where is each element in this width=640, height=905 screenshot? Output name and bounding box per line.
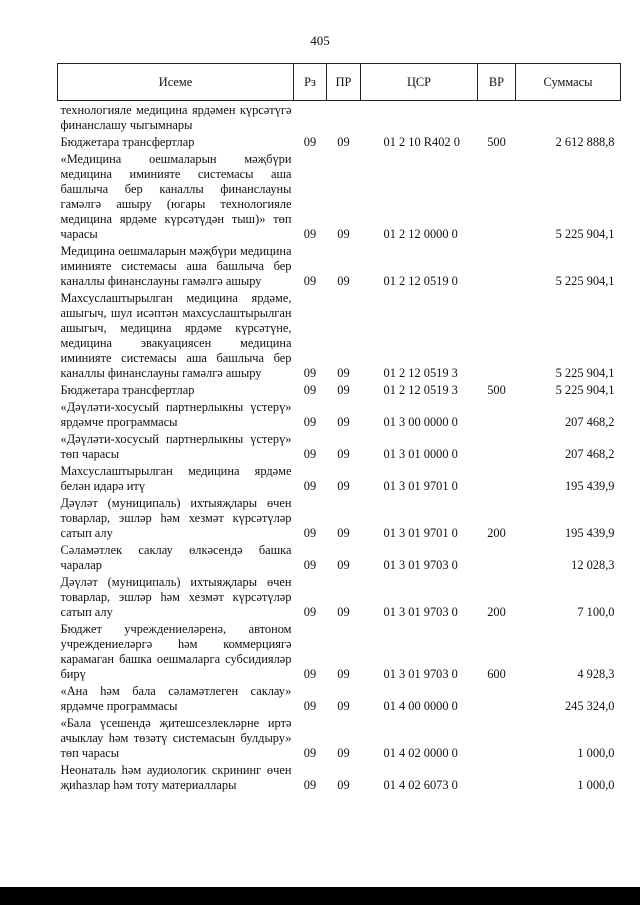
cell-sum: 195 439,9	[564, 526, 615, 540]
cell-rz: 09	[303, 383, 317, 397]
table-row	[58, 621, 621, 683]
header-vr: ВР	[478, 64, 516, 101]
table-row	[58, 399, 621, 431]
cell-pr: 09	[337, 383, 350, 397]
cell-rz: 09	[303, 366, 317, 380]
cell-sum: 5 225 904,1	[555, 383, 615, 397]
cell-sum: 207 468,2	[564, 447, 615, 461]
cell-csr: 01 3 01 9701 0	[383, 479, 458, 493]
table-row	[58, 151, 621, 243]
cell-pr: 09	[337, 274, 350, 288]
cell-rz: 09	[303, 447, 317, 461]
table-header-row	[58, 64, 621, 101]
table-row	[58, 542, 621, 574]
cell-pr: 09	[337, 667, 350, 681]
cell-vr	[478, 290, 516, 382]
cell-vr: 500	[487, 135, 506, 149]
cell-sum: 245 324,0	[564, 699, 615, 713]
cell-name: «Медицина оешмаларын мәҗбүри медицина иминияте системасы аша башлыча бер каналлы финанслауны гамәлгә ашыру (югары технологияле медицина ярдәме күрсәтүдән тыш)» төп чарасы	[60, 152, 292, 241]
cell-sum: 12 028,3	[571, 558, 615, 572]
cell-csr: 01 2 10 R402 0	[383, 135, 460, 149]
page-number: 405	[310, 33, 330, 48]
cell-vr	[478, 243, 516, 290]
budget-table	[57, 63, 621, 794]
cell-vr	[478, 683, 516, 715]
header-name: Исеме	[58, 64, 294, 101]
cell-vr	[478, 715, 516, 762]
scan-bottom-border	[0, 887, 640, 905]
cell-csr: 01 2 12 0000 0	[383, 227, 458, 241]
cell-rz: 09	[303, 605, 317, 619]
cell-pr: 09	[337, 227, 350, 241]
cell-name: Махсуслаштырылган медицина ярдәме белән идарә итү	[60, 464, 292, 493]
cell-rz: 09	[303, 135, 317, 149]
cell-rz: 09	[303, 227, 317, 241]
cell-sum: 5 225 904,1	[555, 227, 615, 241]
cell-sum: 207 468,2	[564, 415, 615, 429]
cell-rz	[294, 101, 327, 135]
cell-pr: 09	[337, 699, 350, 713]
cell-name: «Дәүләти-хосусый партнерлыкны үстерү» төп чарасы	[60, 432, 292, 461]
cell-pr: 09	[337, 605, 350, 619]
cell-csr: 01 4 02 0000 0	[383, 746, 458, 760]
cell-name: Бюджетара трансфертлар	[60, 383, 195, 397]
cell-sum: 1 000,0	[577, 778, 615, 792]
table-row	[58, 574, 621, 621]
cell-name: Дәүләт (муниципаль) ихтыяҗлары өчен товарлар, эшләр һәм хезмәт күрсәтүләр сатып алу	[60, 496, 292, 540]
cell-name: Неонаталь һәм аудиологик скрининг өчен җиһазлар һәм тоту материаллары	[60, 763, 292, 792]
cell-name: Махсуслаштырылган медицина ярдәме, ашыгыч, шул исәптән махсуслаштырылган ашыгыч, медицина ярдәме күрсәтүне, медицина эвакуациясен медицина иминияте системасы аша башлыча бер каналлы финанслауны гамәлгә ашыру	[60, 291, 292, 380]
cell-rz: 09	[303, 778, 317, 792]
cell-sum: 7 100,0	[577, 605, 615, 619]
cell-vr	[478, 399, 516, 431]
cell-csr: 01 3 01 9703 0	[383, 558, 458, 572]
cell-vr: 200	[487, 526, 506, 540]
cell-csr: 01 4 00 0000 0	[383, 699, 458, 713]
table-row	[58, 243, 621, 290]
cell-name: Сәламәтлек саклау өлкәсендә башка чаралар	[60, 543, 292, 572]
cell-pr: 09	[337, 135, 350, 149]
cell-name: Медицина оешмаларын мәҗбүри медицина иминияте системасы аша башлыча бер каналлы финанслауны гамәлгә ашыру	[60, 244, 292, 288]
cell-vr: 600	[487, 667, 506, 681]
cell-csr	[361, 101, 478, 135]
cell-vr: 500	[487, 383, 506, 397]
cell-name: Бюджет учреждениеләренә, автоном учреждениеләргә һәм коммерциягә карамаган башка оешмаларга субсидияләр бирү	[60, 622, 292, 681]
cell-csr: 01 3 00 0000 0	[383, 415, 458, 429]
header-csr: ЦСР	[361, 64, 478, 101]
table-row	[58, 101, 621, 135]
cell-vr	[478, 431, 516, 463]
table-row	[58, 134, 621, 151]
cell-rz: 09	[303, 667, 317, 681]
header-pr: ПР	[327, 64, 361, 101]
cell-rz: 09	[303, 526, 317, 540]
cell-pr: 09	[337, 415, 350, 429]
cell-pr: 09	[337, 526, 350, 540]
cell-vr	[478, 542, 516, 574]
cell-csr: 01 2 12 0519 0	[383, 274, 458, 288]
cell-csr: 01 4 02 6073 0	[383, 778, 458, 792]
cell-rz: 09	[303, 699, 317, 713]
cell-vr	[478, 151, 516, 243]
cell-sum: 195 439,9	[564, 479, 615, 493]
cell-csr: 01 2 12 0519 3	[383, 383, 458, 397]
table-row	[58, 683, 621, 715]
table-row	[58, 431, 621, 463]
table-row	[58, 495, 621, 542]
cell-sum: 5 225 904,1	[555, 366, 615, 380]
cell-rz: 09	[303, 415, 317, 429]
cell-name: технологияле медицина ярдәмен күрсәтүгә финанслашу чыгымнары	[60, 103, 292, 132]
cell-name: Дәүләт (муниципаль) ихтыяҗлары өчен товарлар, эшләр һәм хезмәт күрсәтүләр сатып алу	[60, 575, 292, 619]
cell-name: «Дәүләти-хосусый партнерлыкны үстерү» ярдәмче программасы	[60, 400, 292, 429]
cell-csr: 01 3 01 9701 0	[383, 526, 458, 540]
cell-csr: 01 3 01 9703 0	[383, 605, 458, 619]
cell-pr: 09	[337, 778, 350, 792]
cell-vr: 200	[487, 605, 506, 619]
cell-name: «Ана һәм бала сәламәтлеген саклау» ярдәмче программасы	[60, 684, 292, 713]
cell-pr: 09	[337, 366, 350, 380]
cell-vr	[478, 101, 516, 135]
header-sum: Суммасы	[516, 64, 621, 101]
table-row	[58, 382, 621, 399]
cell-sum: 4 928,3	[577, 667, 615, 681]
cell-pr	[327, 101, 361, 135]
cell-name: Бюджетара трансфертлар	[60, 135, 195, 149]
header-rz: Рз	[294, 64, 327, 101]
cell-name: «Бала үсешендә җитешсезлекләрне иртә ачыклау һәм төзәтү системасын булдыру» төп чарасы	[60, 716, 292, 760]
table-row	[58, 715, 621, 762]
cell-pr: 09	[337, 746, 350, 760]
table-row	[58, 463, 621, 495]
cell-pr: 09	[337, 447, 350, 461]
cell-vr	[478, 463, 516, 495]
cell-csr: 01 2 12 0519 3	[383, 366, 458, 380]
cell-sum: 5 225 904,1	[555, 274, 615, 288]
cell-pr: 09	[337, 558, 350, 572]
table-row	[58, 762, 621, 794]
cell-sum: 1 000,0	[577, 746, 615, 760]
cell-rz: 09	[303, 558, 317, 572]
cell-rz: 09	[303, 746, 317, 760]
cell-sum: 2 612 888,8	[555, 135, 615, 149]
cell-rz: 09	[303, 479, 317, 493]
cell-csr: 01 3 01 9703 0	[383, 667, 458, 681]
table-row	[58, 290, 621, 382]
cell-csr: 01 3 01 0000 0	[383, 447, 458, 461]
cell-sum	[516, 101, 621, 135]
cell-vr	[478, 762, 516, 794]
cell-rz: 09	[303, 274, 317, 288]
cell-pr: 09	[337, 479, 350, 493]
